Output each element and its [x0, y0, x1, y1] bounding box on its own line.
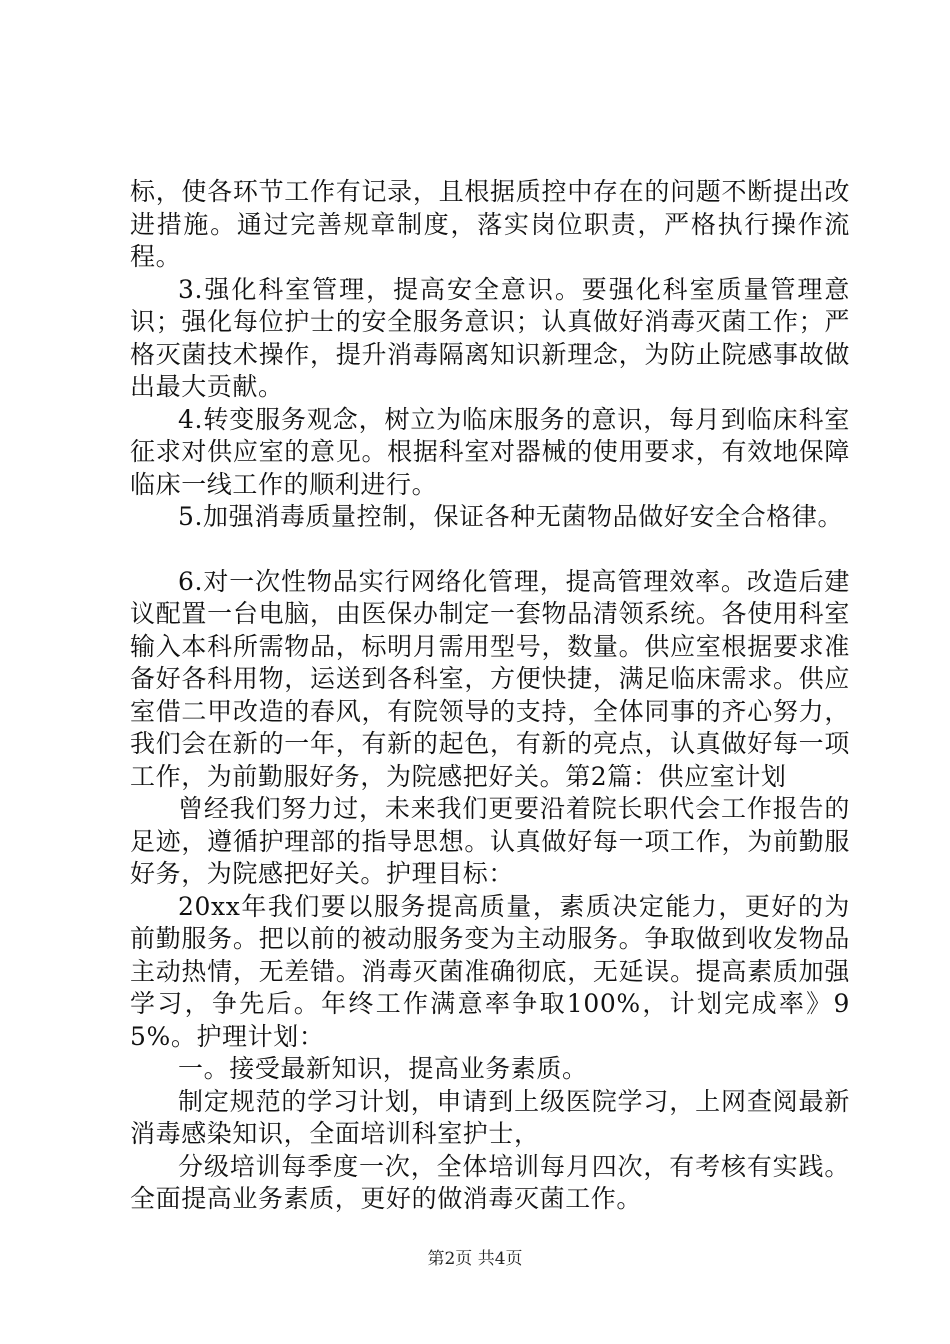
document-page [130, 176, 850, 1216]
paragraph-7: 20xx年我们要以服务提高质量，素质决定能力，更好的为前勤服务。把以前的被动服务变为主动服务。争取做到收发物品主动热情，无差错。消毒灭菌准确彻底，无延误。提高素质加强学习，争先后。年终工作满意率争取100%，计划完成率》95%。护理计划： [130, 891, 850, 1051]
paragraph-9: 制定规范的学习计划，申请到上级医院学习，上网查阅最新消毒感染知识，全面培训科室护士， [130, 1086, 850, 1148]
paragraph-2: 3.强化科室管理，提高安全意识。要强化科室质量管理意识；强化每位护士的安全服务意识；认真做好消毒灭菌工作；严格灭菌技术操作，提升消毒隔离知识新理念，为防止院感事故做出最大贡献。 [130, 274, 850, 401]
paragraph-4: 5.加强消毒质量控制，保证各种无菌物品做好安全合格律。 [178, 502, 844, 531]
paragraph-5: 6.对一次性物品实行网络化管理，提高管理效率。改造后建议配置一台电脑，由医保办制定一套物品清领系统。各使用科室输入本科所需物品，标明月需用型号，数量。供应室根据要求准备好各科用物，运送到各科室，方便快捷，满足临床需求。供应室借二甲改造的春风，有院领导的支持，全体同事的齐心努力，我们会在新的一年，有新的起色，有新的亮点，认真做好每一项工作，为前勤服好务，为院感把好关。第2篇：供应室计划 [130, 566, 850, 791]
paragraph-spacer [130, 534, 850, 566]
paragraph-3: 4.转变服务观念，树立为临床服务的意识，每月到临床科室征求对供应室的意见。根据科室对器械的使用要求，有效地保障临床一线工作的顺利进行。 [130, 404, 850, 499]
paragraph-6: 曾经我们努力过，未来我们更要沿着院长职代会工作报告的足迹，遵循护理部的指导思想。认真做好每一项工作，为前勤服好务，为院感把好关。护理目标： [130, 794, 850, 888]
page-footer: 第2页 共4页 [427, 1249, 523, 1269]
paragraph-8: 一。接受最新知识，提高业务素质。 [178, 1054, 588, 1083]
paragraph-10: 分级培训每季度一次，全体培训每月四次，有考核有实践。全面提高业务素质，更好的做消毒灭菌工作。 [130, 1151, 850, 1213]
paragraph-1: 标，使各环节工作有记录，且根据质控中存在的问题不断提出改进措施。通过完善规章制度，落实岗位职责，严格执行操作流程。 [130, 177, 850, 271]
